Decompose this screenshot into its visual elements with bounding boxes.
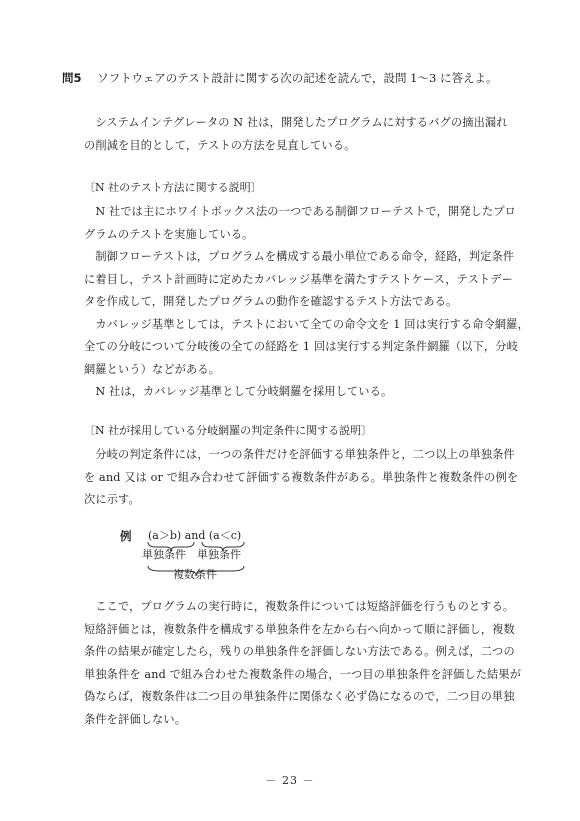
single-condition-label: 単独条件 <box>142 548 186 561</box>
body-line: 条件の結果が確定したら，残りの単独条件を評価しない方法である。例えば，二つの <box>84 645 515 658</box>
short-circuit-paragraph <box>84 596 528 731</box>
body-line: 分岐の判定条件には，一つの条件だけを評価する単独条件と，二つ以上の単独条件 <box>84 448 515 461</box>
section-test-method-body <box>84 201 528 404</box>
body-line: 短絡評価とは，複数条件を構成する単独条件を左から右へ向かって順に評価し，複数 <box>84 622 515 636</box>
intro-line: の削減を目的として，テストの方法を見直している。 <box>84 138 356 152</box>
page-number: － 23 － <box>265 774 315 787</box>
body-line: 全ての分岐について分岐後の全ての経路を 1 回は実行する判定条件網羅（以下，分岐 <box>84 340 518 353</box>
body-line: N 社は，カバレッジ基準として分岐網羅を採用している。 <box>84 385 393 398</box>
question-header <box>62 68 497 88</box>
section-heading-test-method: 〔N 社のテスト方法に関する説明〕 <box>84 181 262 194</box>
compound-condition-label: 複数条件 <box>173 568 217 581</box>
body-line: N 社では主にホワイトボックス法の一つである制御フローテストで，開発したプロ <box>84 205 517 218</box>
body-line: 条件を評価しない。 <box>84 712 187 726</box>
question-number: 問5 <box>62 71 82 85</box>
body-line: 網羅という）などがある。 <box>84 362 221 376</box>
body-line: 単独条件を and で組み合わせた複数条件の場合，一つ目の単独条件を評価した結果が <box>84 667 522 681</box>
intro-line: システムインテグレータの N 社は，開発したプログラムに対するバグの摘出漏れ <box>84 116 508 129</box>
body-line: タを作成して，開発したプログラムの動作を確認するテスト方法である。 <box>84 295 458 308</box>
body-line: ここで，プログラムの実行時に，複数条件については短絡評価を行うものとする。 <box>84 600 515 613</box>
section-branch-coverage-body <box>84 444 528 512</box>
body-line: 次に示す。 <box>84 493 140 506</box>
body-line: に着目し，テスト計画時に定めたカバレッジ基準を満たすテストケース，テストデー <box>84 272 513 286</box>
example-expression: (a＞b) and (a＜c) <box>148 529 242 542</box>
intro-paragraph <box>84 112 528 157</box>
single-condition-label: 単独条件 <box>197 548 241 561</box>
body-line: グラムのテストを実施している。 <box>84 227 254 241</box>
section-heading-branch-coverage: 〔N 社が採用している分岐網羅の判定条件に関する説明〕 <box>84 424 373 437</box>
body-line: カバレッジ基準としては，テストにおいて全ての命令文を 1 回は実行する命令網羅， <box>84 317 529 331</box>
body-line: 制御フローテストは，プログラムを構成する最小単位である命令，経路，判定条件 <box>84 250 515 263</box>
body-line: 偽ならば，複数条件は二つ目の単独条件に関係なく必ず偽になるので，二つ目の単独 <box>84 690 515 703</box>
example-label: 例 <box>120 529 132 543</box>
question-text: ソフトウェアのテスト設計に関する次の記述を読んで，設問 1〜3 に答えよ。 <box>97 71 498 85</box>
body-line: を and 又は or で組み合わせて評価する複数条件がある。単独条件と複数条件の例を <box>84 470 519 484</box>
